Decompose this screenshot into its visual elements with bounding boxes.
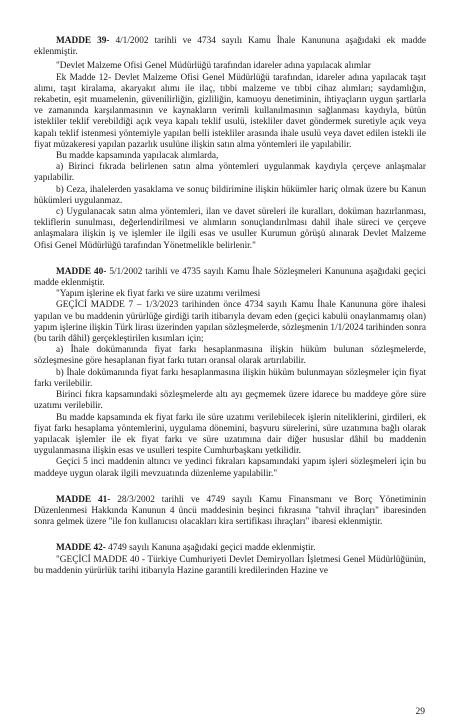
article-40-paragraph: Bu madde kapsamında ek fiyat farkı ile süre uzatımı verilebilecek işlerin niteliklerini, girdileri, ek fiyat farkı hesaplama yöntemlerini, uygulama dönemini, başvuru sürelerini, süre uzatımına bağlı olarak yapılacak işlemler ile ek fiyat farkı ve süre uzatımına dair diğer hususlar dâhil bu maddenin uygulanmasına ilişkin esas ve usulleri tespite Cumhurbaşkanı yetkilidir. — [34, 412, 426, 457]
article-39-paragraph: "Devlet Malzeme Ofisi Genel Müdürlüğü tarafından idareler adına yapılacak alımlar — [56, 61, 371, 72]
article-39-paragraph: Bu madde kapsamında yapılacak alımlarda, — [56, 151, 219, 162]
article-39-intro — [34, 36, 426, 58]
page-number: 29 — [415, 707, 425, 717]
article-41-intro-text: 28/3/2002 tarihli ve 4749 sayılı Kamu Finansmanı ve Borç Yönetiminin Düzenlenmesi Hakkında Kanunun 4 üncü maddesinin beşinci fıkrasına "tahvil ihraçları" ibaresinden sonra gelmek üzere "ile fon kullanıcısı olacakları kira sertifikası ihraçları" ibaresi eklenmiştir. — [34, 494, 426, 528]
article-40-heading: MADDE 40- — [56, 266, 107, 277]
article-39-paragraph: b) Ceza, ihalelerden yasaklama ve sonuç bildirimine ilişkin hükümler hariç olmak üzere bu Kanun hükümleri uygulanmaz. — [34, 184, 426, 206]
article-40-paragraph: Birinci fıkra kapsamındaki sözleşmelerde altı ayı geçmemek üzere idarece bu maddeye göre süre uzatımı verilebilir. — [34, 390, 426, 412]
article-40-paragraph: b) İhale dokümanında fiyat farkı hesaplanmasına ilişkin hüküm bulunmayan sözleşmeler için fiyat farkı verilebilir. — [34, 367, 426, 389]
article-42-intro-text: 4749 sayılı Kanuna aşağıdaki geçici madde eklenmiştir. — [105, 543, 316, 554]
article-39-paragraph: c) Uygulanacak satın alma yöntemleri, ilan ve davet süreleri ile kuralları, doküman hazırlanması, tekliflerin sunulması, değerlendirilmesi ve alımların sonuçlandırılması dahil ihale süreci ve çerçeve anlaşmalara ilişkin iş ve işlemler ile ilgili esas ve usuller Kurumun görüşü alınarak Devlet Malzeme Ofisi Genel Müdürlüğü tarafından Yönetmelikle belirlenir." — [34, 207, 426, 251]
article-40-paragraph: "Yapım işlerine ek fiyat farkı ve süre uzatımı verilmesi — [56, 289, 261, 300]
article-39-intro-text: 4/1/2002 tarihli ve 4734 sayılı Kamu İhale Kanununa aşağıdaki ek madde eklenmiştir. — [34, 36, 426, 58]
article-39-paragraph: a) Birinci fıkrada belirlenen satın alma yöntemleri uygulanmak kaydıyla çerçeve anlaşmalar yapılabilir. — [34, 162, 426, 184]
article-41-heading: MADDE 41- — [56, 494, 111, 505]
article-39-heading: MADDE 39- — [56, 36, 110, 46]
article-40-paragraph: a) İhale dokümanında fiyat farkı hesaplanmasına ilişkin hüküm bulunan sözleşmelerde, sözleşmesine göre hesaplanan fiyat farkı tutarı oransal olarak artırılabilir. — [34, 345, 426, 367]
article-40-intro — [34, 267, 426, 289]
article-42-paragraph: "GEÇİCİ MADDE 40 - Türkiye Cumhuriyeti Devlet Demiryolları İşletmesi Genel Müdürlüğünün, bu maddenin yürürlük tarihi itibarıyla Hazine garantili kredilerinden Hazine ve — [34, 554, 426, 576]
article-39-paragraph: Ek Madde 12- Devlet Malzeme Ofisi Genel Müdürlüğü tarafından, idareler adına yapılacak taşıt alımı, taşıt kiralama, akaryakıt alımı ile ilaç, tıbbi malzeme ve tıbbi cihaz alımları; saydamlığın, rekabetin, eşit muamelenin, güvenilirliğin, gizliliğin, kamuoyu denetiminin, ihtiyaçların uygun şartlarla ve zamanında karşılanmasının ve kaynakların verimli kullanılmasının sağlanması kaydıyla, bütün istekliler teklif verebildiği açık veya kapalı teklif usulü, istekliler davet göndermek suretiyle açık veya kapalı teklif istenmesi yöntemiyle yapılan belli istekliler arasında ihale usulü veya davet edilen istekli ile fiyat müzakeresi yapılan pazarlık usulüne ilişkin satın alma yöntemleri ile yapılabilir. — [34, 72, 426, 150]
article-40-paragraph: Geçici 5 inci maddenin altıncı ve yedinci fıkraları kapsamındaki yapım işleri sözleşmeleri için bu maddeye uygun olarak ilgili mevzuatında düzenleme yapılabilir." — [34, 457, 426, 479]
article-42-intro — [34, 543, 426, 554]
article-40-intro-text: 5/1/2002 tarihli ve 4735 sayılı Kamu İhale Sözleşmeleri Kanununa aşağıdaki geçici madde eklenmiştir. — [34, 266, 426, 289]
article-40-paragraph: GEÇİCİ MADDE 7 – 1/3/2023 tarihinden önce 4734 sayılı Kamu İhale Kanununa göre ihalesi yapılan ve bu maddenin yürürlüğe girdiği tarih itibarıyla devam eden (geçici kabulü onaylanmamış olan) yapım işlerine ilişkin Türk lirası üzerinden yapılan sözleşmelerde, sözleşmenin 1/1/2024 tarihinden sonra (bu tarih dâhil) gerçekleştirilen kısımları için; — [34, 300, 426, 345]
article-42-heading: MADDE 42- — [56, 543, 106, 554]
article-41-text — [34, 495, 426, 529]
